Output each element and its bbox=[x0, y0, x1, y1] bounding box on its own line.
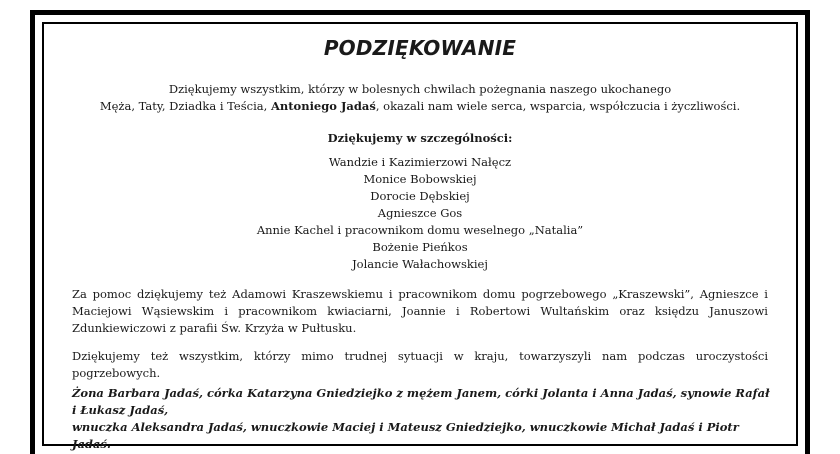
intro-line-2-start: Męża, Taty, Dziadka i Teścia, bbox=[99, 99, 271, 113]
list-item: Jolancie Wałachowskiej bbox=[352, 257, 488, 271]
family-signature bbox=[72, 385, 772, 453]
notice-title: PODZIĘKOWANIE bbox=[323, 36, 517, 60]
special-thanks-list bbox=[60, 154, 780, 273]
thanks-paragraph-all: Dziękujemy też wszystkim, którzy mimo trudnej sytuacji w kraju, towarzyszyli nam podczas uroczystości pogrzebowych. bbox=[72, 349, 768, 380]
list-item: Agnieszce Gos bbox=[377, 206, 463, 220]
signature-line-1: Żona Barbara Jadaś, córka Katarzyna Gniedziejko z mężem Janem, córki Jolanta i Anna Jadaś, synowie Rafał i Łukasz Jadaś, bbox=[72, 386, 770, 417]
intro-line-2-end: , okazali nam wiele serca, wsparcia, współczucia i życzliwości. bbox=[375, 99, 741, 113]
intro-line-1: Dziękujemy wszystkim, którzy w bolesnych chwilach pożegnania naszego ukochanego bbox=[168, 82, 672, 96]
list-item: Wandzie i Kazimierzowi Nałęcz bbox=[328, 155, 512, 169]
list-item: Bożenie Pieńkos bbox=[372, 240, 468, 254]
deceased-name: Antoniego Jadaś bbox=[270, 99, 376, 113]
thanks-paragraph-help: Za pomoc dziękujemy też Adamowi Kraszewskiemu i pracownikom domu pogrzebowego „Kraszewski”, Agnieszce i Maciejowi Wąsiewskim i pracownikom kwiaciarni, Joannie i Robertowi Wultańskim oraz księdzu Januszowi Zdunkiewiczowi z parafii Św. Krzyża w Pułtusku. bbox=[72, 287, 768, 335]
list-item: Annie Kachel i pracownikom domu weselnego „Natalia” bbox=[256, 223, 584, 237]
special-thanks-heading: Dziękujemy w szczególności: bbox=[327, 131, 513, 145]
list-item: Monice Bobowskiej bbox=[363, 172, 477, 186]
signature-line-2: wnuczka Aleksandra Jadaś, wnuczkowie Maciej i Mateusz Gniedziejko, wnuczkowie Michał Jadaś i Piotr Jadaś. bbox=[72, 420, 739, 451]
intro-text bbox=[60, 81, 780, 115]
list-item: Dorocie Dębskiej bbox=[370, 189, 470, 203]
intro-line-2 bbox=[60, 98, 780, 115]
